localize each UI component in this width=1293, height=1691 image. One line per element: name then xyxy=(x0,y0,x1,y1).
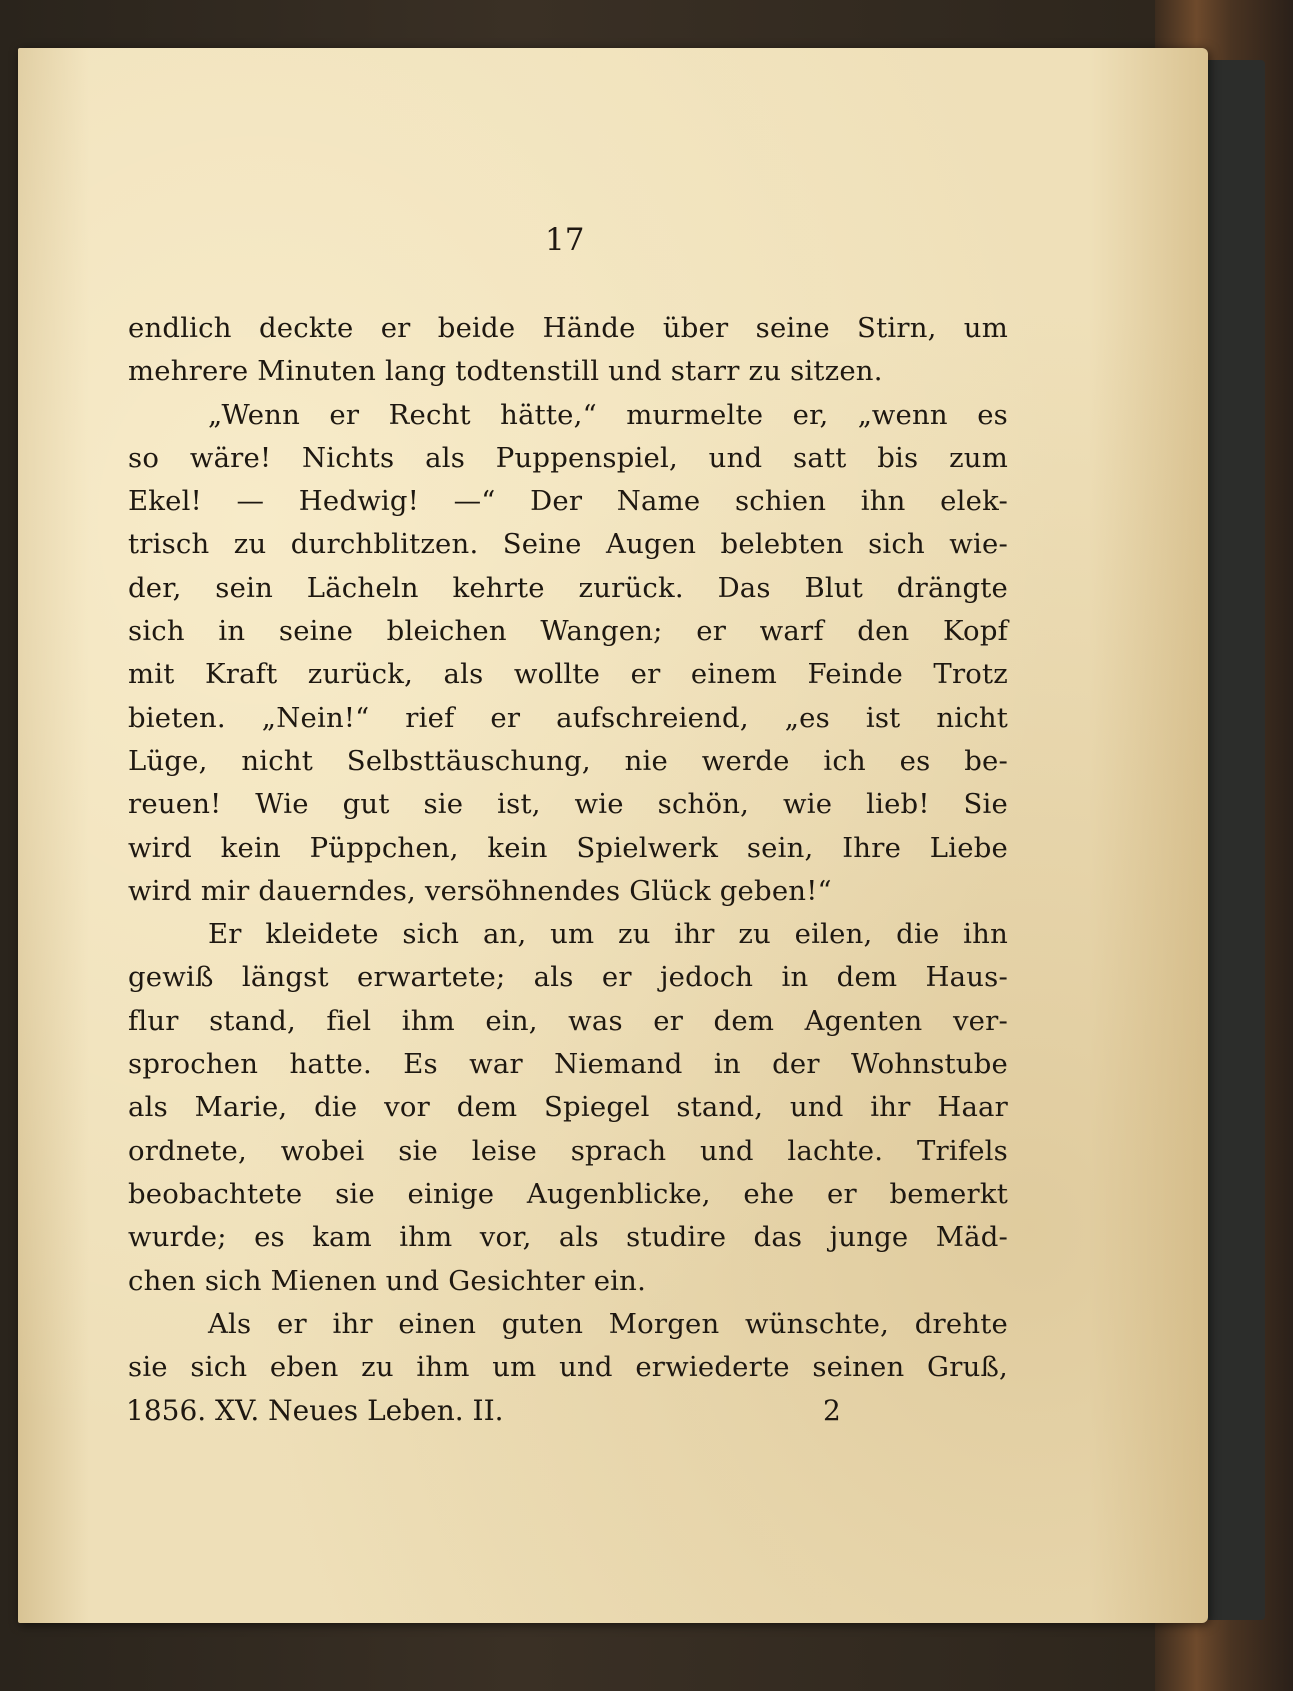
text-line: chen sich Mienen und Gesichter ein. xyxy=(128,1264,647,1297)
text-line: der, sein Lächeln kehrte zurück. Das Blut drängte xyxy=(128,571,1008,604)
text-line: bieten. „Nein!“ rief er aufschreiend, „es ist nicht xyxy=(128,701,1008,734)
text-line: sich in seine bleichen Wangen; er warf den Kopf xyxy=(128,615,1008,648)
book-cover-board xyxy=(1205,60,1265,1620)
text-line: trisch zu durchblitzen. Seine Augen belebten sich wie- xyxy=(128,528,1008,561)
text-line: Er kleidete sich an, um zu ihr zu eilen, die ihn xyxy=(208,918,1008,951)
text-line: Als er ihr einen guten Morgen wünschte, drehte xyxy=(208,1307,1008,1340)
text-line: Lüge, nicht Selbsttäuschung, nie werde ich es be- xyxy=(128,744,1008,777)
text-line: reuen! Wie gut sie ist, wie schön, wie lieb! Sie xyxy=(128,788,1008,821)
text-line: flur stand, fiel ihm ein, was er dem Agenten ver- xyxy=(128,1004,1008,1037)
text-line: als Marie, die vor dem Spiegel stand, und ihr Haar xyxy=(128,1091,1008,1124)
text-line: mit Kraft zurück, als wollte er einem Feinde Trotz xyxy=(128,658,1008,691)
text-line: gewiß längst erwartete; als er jedoch in dem Haus- xyxy=(128,961,1008,994)
text-line: wurde; es kam ihm vor, als studire das junge Mäd- xyxy=(128,1221,1008,1254)
text-line: so wäre! Nichts als Puppenspiel, und satt bis zum xyxy=(128,441,1008,474)
text-line: wird mir dauerndes, versöhnendes Glück geben!“ xyxy=(128,874,832,907)
page-number: 17 xyxy=(545,222,585,258)
text-line: sie sich eben zu ihm um und erwiederte seinen Gruß, xyxy=(128,1351,1008,1384)
text-line: Ekel! — Hedwig! —“ Der Name schien ihn elek- xyxy=(128,485,1008,518)
footer-signature: 1856. XV. Neues Leben. II. xyxy=(126,1394,504,1427)
text-line: ordnete, wobei sie leise sprach und lachte. Trifels xyxy=(128,1134,1008,1167)
text-line: endlich deckte er beide Hände über seine Stirn, um xyxy=(128,312,1008,344)
text-line: beobachtete sie einige Augenblicke, ehe er bemerkt xyxy=(128,1177,1008,1210)
text-line: wird kein Püppchen, kein Spielwerk sein, Ihre Liebe xyxy=(128,831,1008,864)
text-line: sprochen hatte. Es war Niemand in der Wohnstube xyxy=(128,1048,1008,1081)
text-line: mehrere Minuten lang todtenstill und starr zu sitzen. xyxy=(128,355,883,388)
text-line: „Wenn er Recht hätte,“ murmelte er, „wenn es xyxy=(208,398,1008,431)
body-text xyxy=(128,307,1008,1389)
footer-gathering-number: 2 xyxy=(823,1394,841,1427)
